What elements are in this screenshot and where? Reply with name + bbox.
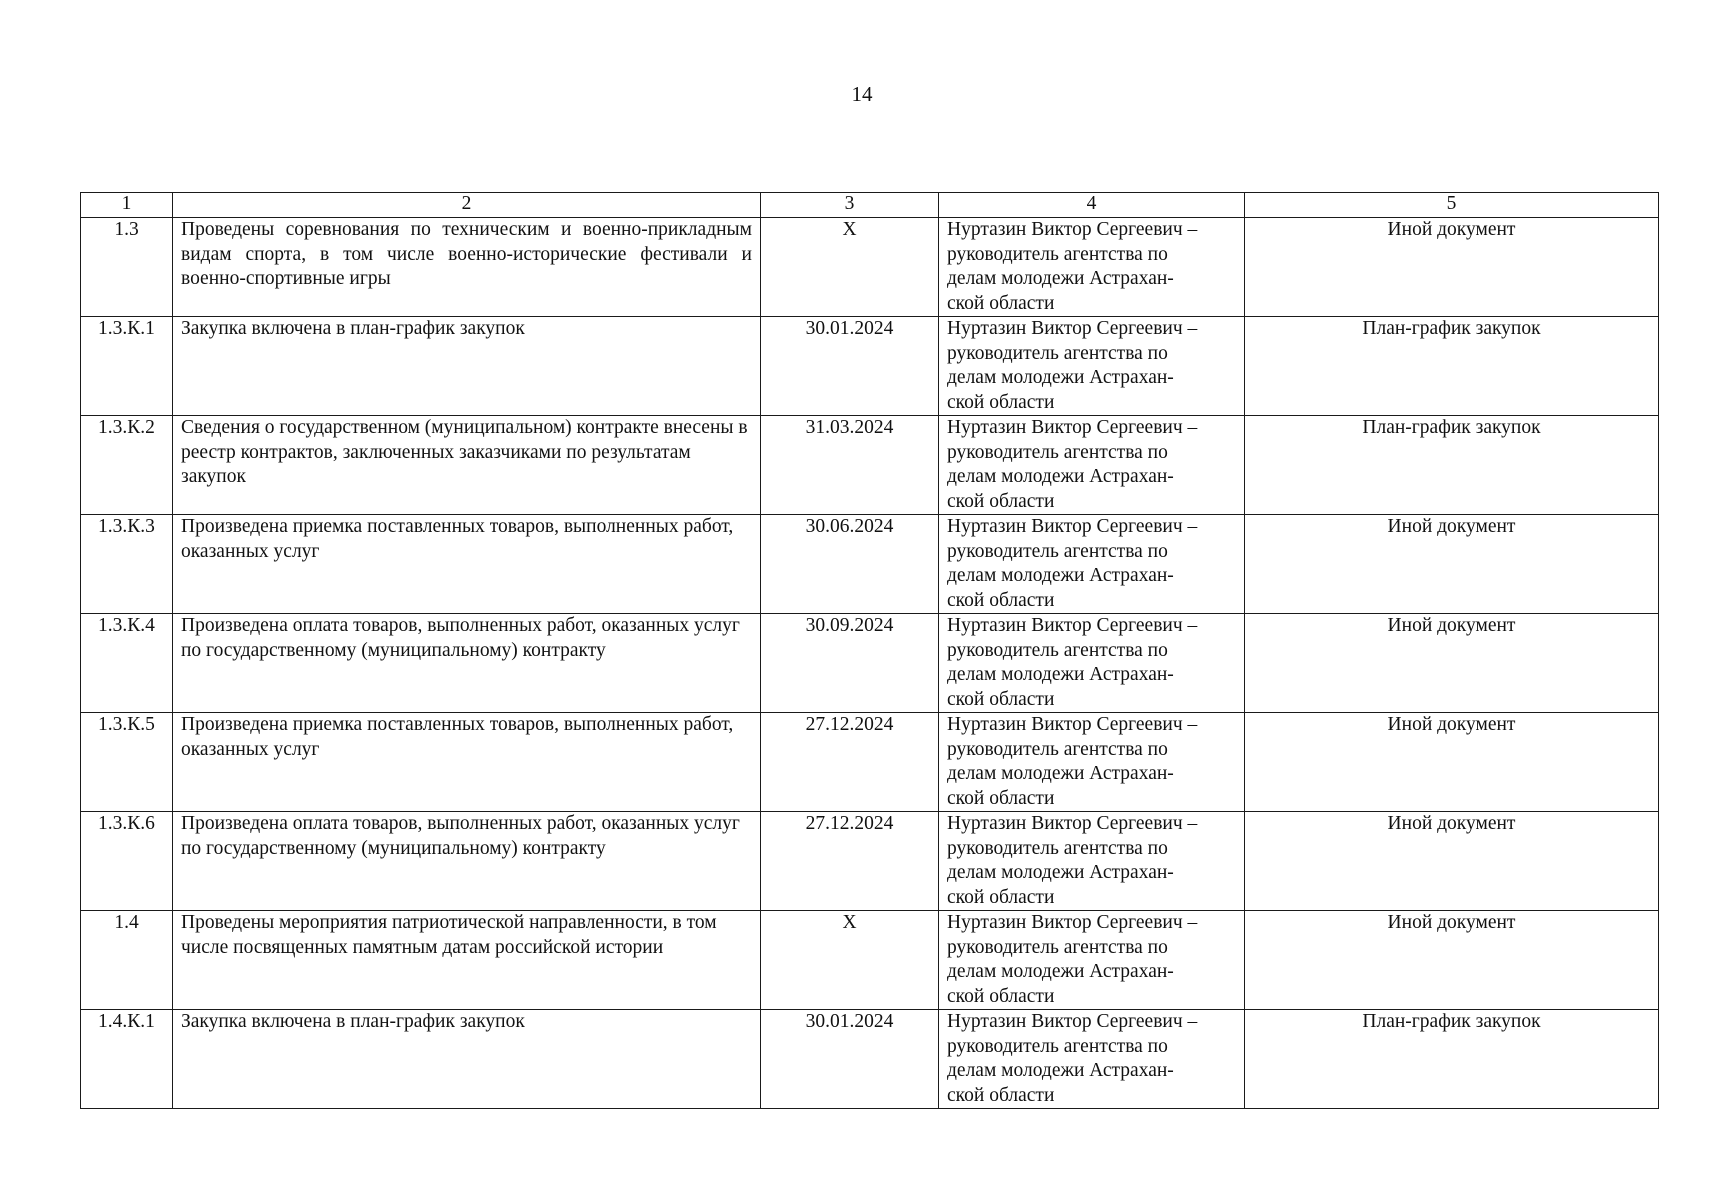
responsible-line: ской области: [947, 688, 1055, 710]
responsible-line: руководитель агентства по: [947, 540, 1168, 562]
responsible-line: ской области: [947, 886, 1055, 908]
row-number: 1.3.К.1: [81, 317, 173, 416]
column-header-5: 5: [1245, 193, 1659, 218]
responsible-line: Нуртазин Виктор Сергеевич –: [947, 1011, 1198, 1032]
row-document: Иной документ: [1245, 911, 1659, 1010]
row-date: 27.12.2024: [761, 713, 939, 812]
table-row: [81, 1010, 1659, 1109]
row-date: 31.03.2024: [761, 416, 939, 515]
responsible-line: руководитель агентства по: [947, 342, 1168, 364]
responsible-line: руководитель агентства по: [947, 936, 1168, 958]
row-description: Произведена оплата товаров, выполненных работ, оказанных услуг по государственному (муниципальному) контракту: [173, 614, 761, 713]
row-description: Проведены мероприятия патриотической направленности, в том числе посвященных памятным датам российской истории: [173, 911, 761, 1010]
column-header-1: 1: [81, 193, 173, 218]
page-number: 14: [851, 82, 873, 106]
row-number: 1.3.К.3: [81, 515, 173, 614]
responsible-line: Нуртазин Виктор Сергеевич –: [947, 714, 1198, 735]
responsible-line: делам молодежи Астрахан-: [947, 763, 1174, 784]
row-description: Закупка включена в план-график закупок: [173, 317, 761, 416]
responsible-line: ской области: [947, 589, 1055, 611]
responsible-line: ской области: [947, 787, 1055, 809]
responsible-line: ской области: [947, 490, 1055, 512]
row-number: 1.3.К.2: [81, 416, 173, 515]
row-description: Произведена оплата товаров, выполненных работ, оказанных услуг по государственному (муниципальному) контракту: [173, 812, 761, 911]
responsible-line: Нуртазин Виктор Сергеевич –: [947, 516, 1198, 537]
row-document: План-график закупок: [1245, 416, 1659, 515]
responsible-line: делам молодежи Астрахан-: [947, 268, 1174, 289]
responsible-line: руководитель агентства по: [947, 243, 1168, 265]
responsible-line: Нуртазин Виктор Сергеевич –: [947, 912, 1198, 933]
table-row: [81, 911, 1659, 1010]
row-responsible: [939, 416, 1245, 515]
row-responsible: [939, 1010, 1245, 1109]
responsible-line: делам молодежи Астрахан-: [947, 1060, 1174, 1081]
responsible-line: Нуртазин Виктор Сергеевич –: [947, 318, 1198, 339]
column-header-4: 4: [939, 193, 1245, 218]
responsible-line: делам молодежи Астрахан-: [947, 565, 1174, 586]
row-description: Закупка включена в план-график закупок: [173, 1010, 761, 1109]
row-date: 30.01.2024: [761, 317, 939, 416]
responsible-line: руководитель агентства по: [947, 1035, 1168, 1057]
table-row: [81, 317, 1659, 416]
responsible-line: ской области: [947, 1084, 1055, 1106]
row-date: X: [761, 911, 939, 1010]
plan-table: [80, 192, 1659, 1109]
responsible-line: делам молодежи Астрахан-: [947, 466, 1174, 487]
row-responsible: [939, 218, 1245, 317]
row-number: 1.4: [81, 911, 173, 1010]
row-document: Иной документ: [1245, 713, 1659, 812]
responsible-line: делам молодежи Астрахан-: [947, 367, 1174, 388]
responsible-line: ской области: [947, 391, 1055, 413]
responsible-line: руководитель агентства по: [947, 441, 1168, 463]
row-responsible: [939, 911, 1245, 1010]
responsible-line: делам молодежи Астрахан-: [947, 664, 1174, 685]
responsible-line: Нуртазин Виктор Сергеевич –: [947, 417, 1198, 438]
row-document: План-график закупок: [1245, 1010, 1659, 1109]
row-description: Произведена приемка поставленных товаров, выполненных работ, оказанных услуг: [173, 515, 761, 614]
responsible-line: делам молодежи Астрахан-: [947, 961, 1174, 982]
row-date: 30.06.2024: [761, 515, 939, 614]
row-number: 1.3.К.6: [81, 812, 173, 911]
row-date: 30.01.2024: [761, 1010, 939, 1109]
row-document: Иной документ: [1245, 812, 1659, 911]
row-date: X: [761, 218, 939, 317]
row-date: 27.12.2024: [761, 812, 939, 911]
responsible-line: руководитель агентства по: [947, 837, 1168, 859]
table-row: [81, 218, 1659, 317]
responsible-line: ской области: [947, 292, 1055, 314]
responsible-line: ской области: [947, 985, 1055, 1007]
responsible-line: Нуртазин Виктор Сергеевич –: [947, 219, 1198, 240]
row-responsible: [939, 515, 1245, 614]
responsible-line: делам молодежи Астрахан-: [947, 862, 1174, 883]
header-row: [81, 193, 1659, 218]
responsible-line: руководитель агентства по: [947, 738, 1168, 760]
table-row: [81, 416, 1659, 515]
table-row: [81, 614, 1659, 713]
table-row: [81, 515, 1659, 614]
row-document: Иной документ: [1245, 614, 1659, 713]
row-responsible: [939, 317, 1245, 416]
row-number: 1.3.К.5: [81, 713, 173, 812]
column-header-2: 2: [173, 193, 761, 218]
row-responsible: [939, 812, 1245, 911]
row-date: 30.09.2024: [761, 614, 939, 713]
row-number: 1.4.К.1: [81, 1010, 173, 1109]
table-row: [81, 812, 1659, 911]
responsible-line: Нуртазин Виктор Сергеевич –: [947, 615, 1198, 636]
row-description: Проведены соревнования по техническим и военно-прикладным видам спорта, в том числе военно-исторические фестивали и военно-спортивные игры: [173, 218, 761, 317]
row-document: План-график закупок: [1245, 317, 1659, 416]
table-row: [81, 713, 1659, 812]
row-description: Произведена приемка поставленных товаров, выполненных работ, оказанных услуг: [173, 713, 761, 812]
row-number: 1.3: [81, 218, 173, 317]
row-responsible: [939, 614, 1245, 713]
column-header-3: 3: [761, 193, 939, 218]
row-description: Сведения о государственном (муниципальном) контракте внесены в реестр контрактов, заключенных заказчиками по результатам закупок: [173, 416, 761, 515]
row-number: 1.3.К.4: [81, 614, 173, 713]
responsible-line: руководитель агентства по: [947, 639, 1168, 661]
row-document: Иной документ: [1245, 515, 1659, 614]
row-document: Иной документ: [1245, 218, 1659, 317]
responsible-line: Нуртазин Виктор Сергеевич –: [947, 813, 1198, 834]
row-responsible: [939, 713, 1245, 812]
